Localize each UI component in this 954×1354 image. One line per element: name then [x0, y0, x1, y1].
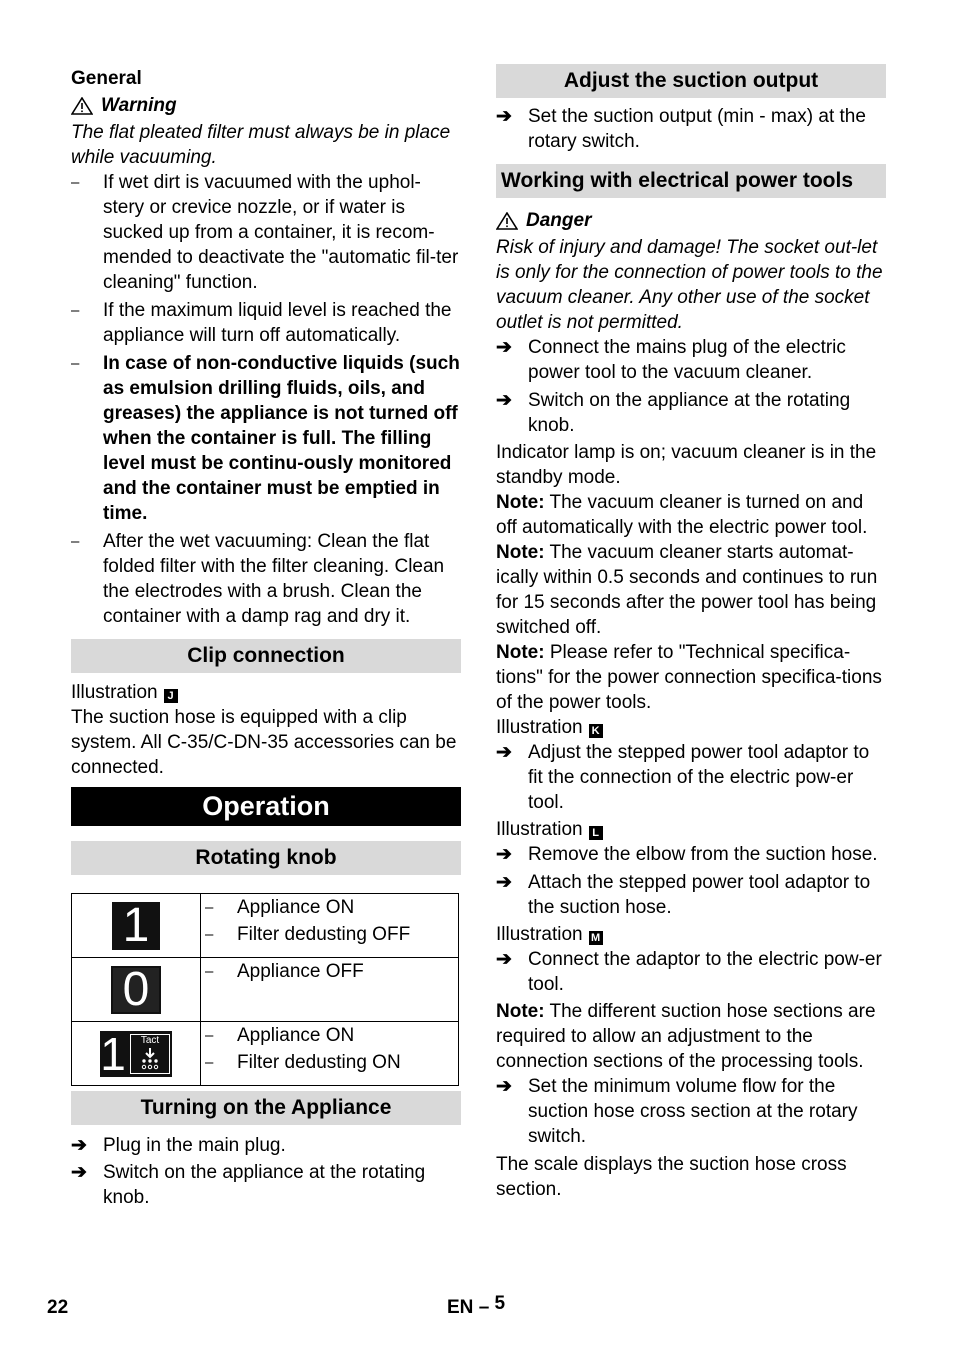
tact-label: Tact [140, 1034, 160, 1046]
table-row [72, 958, 459, 1022]
illustration-label: Illustration [71, 682, 158, 703]
dash-marker: – [71, 355, 80, 372]
danger-label: Danger [526, 210, 592, 231]
arrow-right-icon: ➔ [496, 106, 512, 127]
illustration-letter-badge: L [589, 826, 603, 840]
list-item: ➔ Set the minimum volume flow for the suction hose cross section at the rotary switch. [496, 1076, 858, 1147]
clip-text: The suction hose is equipped with a clip system. All C-35/C-DN-35 accessories can be connected. [71, 707, 457, 778]
note-1: Note: The vacuum cleaner is turned on and off automatically with the electric power tool. [496, 492, 868, 538]
list-item: ➔ Remove the elbow from the suction hose. [496, 844, 878, 865]
illustration-m-ref: Illustration M [496, 922, 886, 947]
page-footer-lang: EN – 5 [447, 1293, 506, 1318]
list-item: ➔ Set the suction output (min - max) at the rotary switch. [496, 106, 866, 152]
danger-heading [496, 206, 886, 235]
note-3: Note: Please refer to "Technical specifica-tions" for the power connection specifica-tions of the power tools. [496, 642, 882, 713]
warning-triangle-icon [71, 97, 93, 115]
list-item: – Appliance ON [205, 897, 355, 918]
turning-on-heading: Turning on the Appliance [71, 1091, 461, 1125]
clip-illustration-ref [71, 680, 461, 705]
dash-marker: – [71, 302, 80, 319]
clip-connection-heading: Clip connection [71, 639, 461, 673]
note-4: Note: The different suction hose sections are required to allow an adjustment to the connection sections of the processing tools. [496, 1001, 876, 1072]
arrow-right-icon: ➔ [496, 872, 512, 893]
rotating-knob-heading: Rotating knob [71, 841, 461, 875]
adjust-suction-heading: Adjust the suction output [496, 64, 886, 98]
dash-marker: – [71, 533, 80, 550]
list-item: ➔ Attach the stepped power tool adaptor to the suction hose. [496, 872, 871, 918]
arrow-right-icon: ➔ [496, 1076, 512, 1097]
arrow-right-icon: ➔ [496, 949, 512, 970]
turning-on-steps [71, 1133, 461, 1210]
list-item: ➔ Plug in the main plug. [71, 1135, 286, 1156]
scale-text: The scale displays the suction hose cross section. [496, 1154, 847, 1200]
list-item: – Appliance ON [205, 1025, 355, 1046]
list-item: ➔ Switch on the appliance at the rotating knob. [496, 390, 851, 436]
filter-dedusting-icon [135, 1047, 165, 1071]
knob-symbol-cell [72, 1022, 201, 1086]
knob-symbol-cell [72, 958, 201, 1022]
list-item-text: If wet dirt is vacuumed with the uphol-stery or crevice nozzle, or if water is sucked up from a container, it is recom-mended to deactivate the "automatic fil-ter cleaning" function. [103, 172, 459, 293]
general-heading: General [71, 68, 142, 89]
warning-text: The flat pleated filter must always be in place while vacuuming. [71, 122, 451, 168]
knob-table [71, 893, 459, 1086]
arrow-right-icon: ➔ [71, 1162, 87, 1183]
arrow-right-icon: ➔ [71, 1135, 87, 1156]
knob-description-cell [201, 894, 459, 958]
list-item [71, 170, 461, 295]
operation-heading: Operation [71, 787, 461, 826]
arrow-right-icon: ➔ [496, 337, 512, 358]
list-item [71, 529, 461, 629]
list-item: ➔ Switch on the appliance at the rotating knob. [71, 1162, 426, 1208]
list-item [71, 351, 461, 526]
warning-triangle-icon [496, 212, 518, 230]
illustration-l-ref: Illustration L [496, 817, 886, 842]
general-bullets [71, 170, 461, 629]
knob-position-symbol: 1 [100, 1027, 126, 1080]
list-item: ➔ Adjust the stepped power tool adaptor to fit the connection of the electric pow-er tool. [496, 742, 870, 813]
list-item [71, 298, 461, 348]
list-item-text: If the maximum liquid level is reached the appliance will turn off automatically. [103, 300, 452, 346]
warning-label: Warning [101, 95, 177, 116]
tact-symbol [100, 1027, 172, 1080]
arrow-right-icon: ➔ [496, 390, 512, 411]
list-item-text: After the wet vacuuming: Clean the flat folded filter with the filter cleaning. Clean the electrodes with a brush. Clean the container with a damp rag and dry it. [103, 531, 445, 627]
knob-position-symbol: 1 [112, 902, 160, 950]
illustration-letter-badge: K [589, 724, 603, 738]
illustration-k-ref: Illustration K [496, 715, 886, 740]
list-item: ➔ Connect the adaptor to the electric pow-er tool. [496, 949, 882, 995]
arrow-right-icon: ➔ [496, 742, 512, 763]
knob-position-symbol: 0 [111, 966, 161, 1014]
illustration-letter-badge: J [164, 689, 178, 703]
knob-description-cell [201, 1022, 459, 1086]
dash-marker: – [71, 174, 80, 191]
indicator-text: Indicator lamp is on; vacuum cleaner is in the standby mode. [496, 442, 877, 488]
page-number: 22 [47, 1297, 69, 1318]
left-column [71, 64, 461, 1210]
warning-heading [71, 91, 461, 120]
list-item: – Filter dedusting ON [205, 1052, 401, 1073]
list-item-text: In case of non-conductive liquids (such as emulsion drilling fluids, oils, and greases) the appliance is not turned off when the container is full. The filling level must be continu-ously monitored and the container must be emptied in time. [103, 353, 460, 524]
list-item: ➔ Connect the mains plug of the electric power tool to the vacuum cleaner. [496, 337, 846, 383]
table-row [72, 894, 459, 958]
right-column [496, 64, 886, 1202]
danger-text: Risk of injury and damage! The socket out-let is only for the connection of power tools to the vacuum cleaner. Any other use of the socket outlet is not permitted. [496, 237, 883, 333]
table-row [72, 1022, 459, 1086]
knob-description-cell [201, 958, 459, 1022]
list-item: – Appliance OFF [205, 961, 364, 982]
arrow-right-icon: ➔ [496, 844, 512, 865]
knob-symbol-cell [72, 894, 201, 958]
note-2: Note: The vacuum cleaner starts automat-ically within 0.5 seconds and continues to run for 15 seconds after the power tool has being switched off. [496, 542, 878, 638]
illustration-letter-badge: M [589, 931, 603, 945]
power-tools-heading: Working with electrical power tools [496, 164, 886, 198]
list-item: – Filter dedusting OFF [205, 924, 411, 945]
